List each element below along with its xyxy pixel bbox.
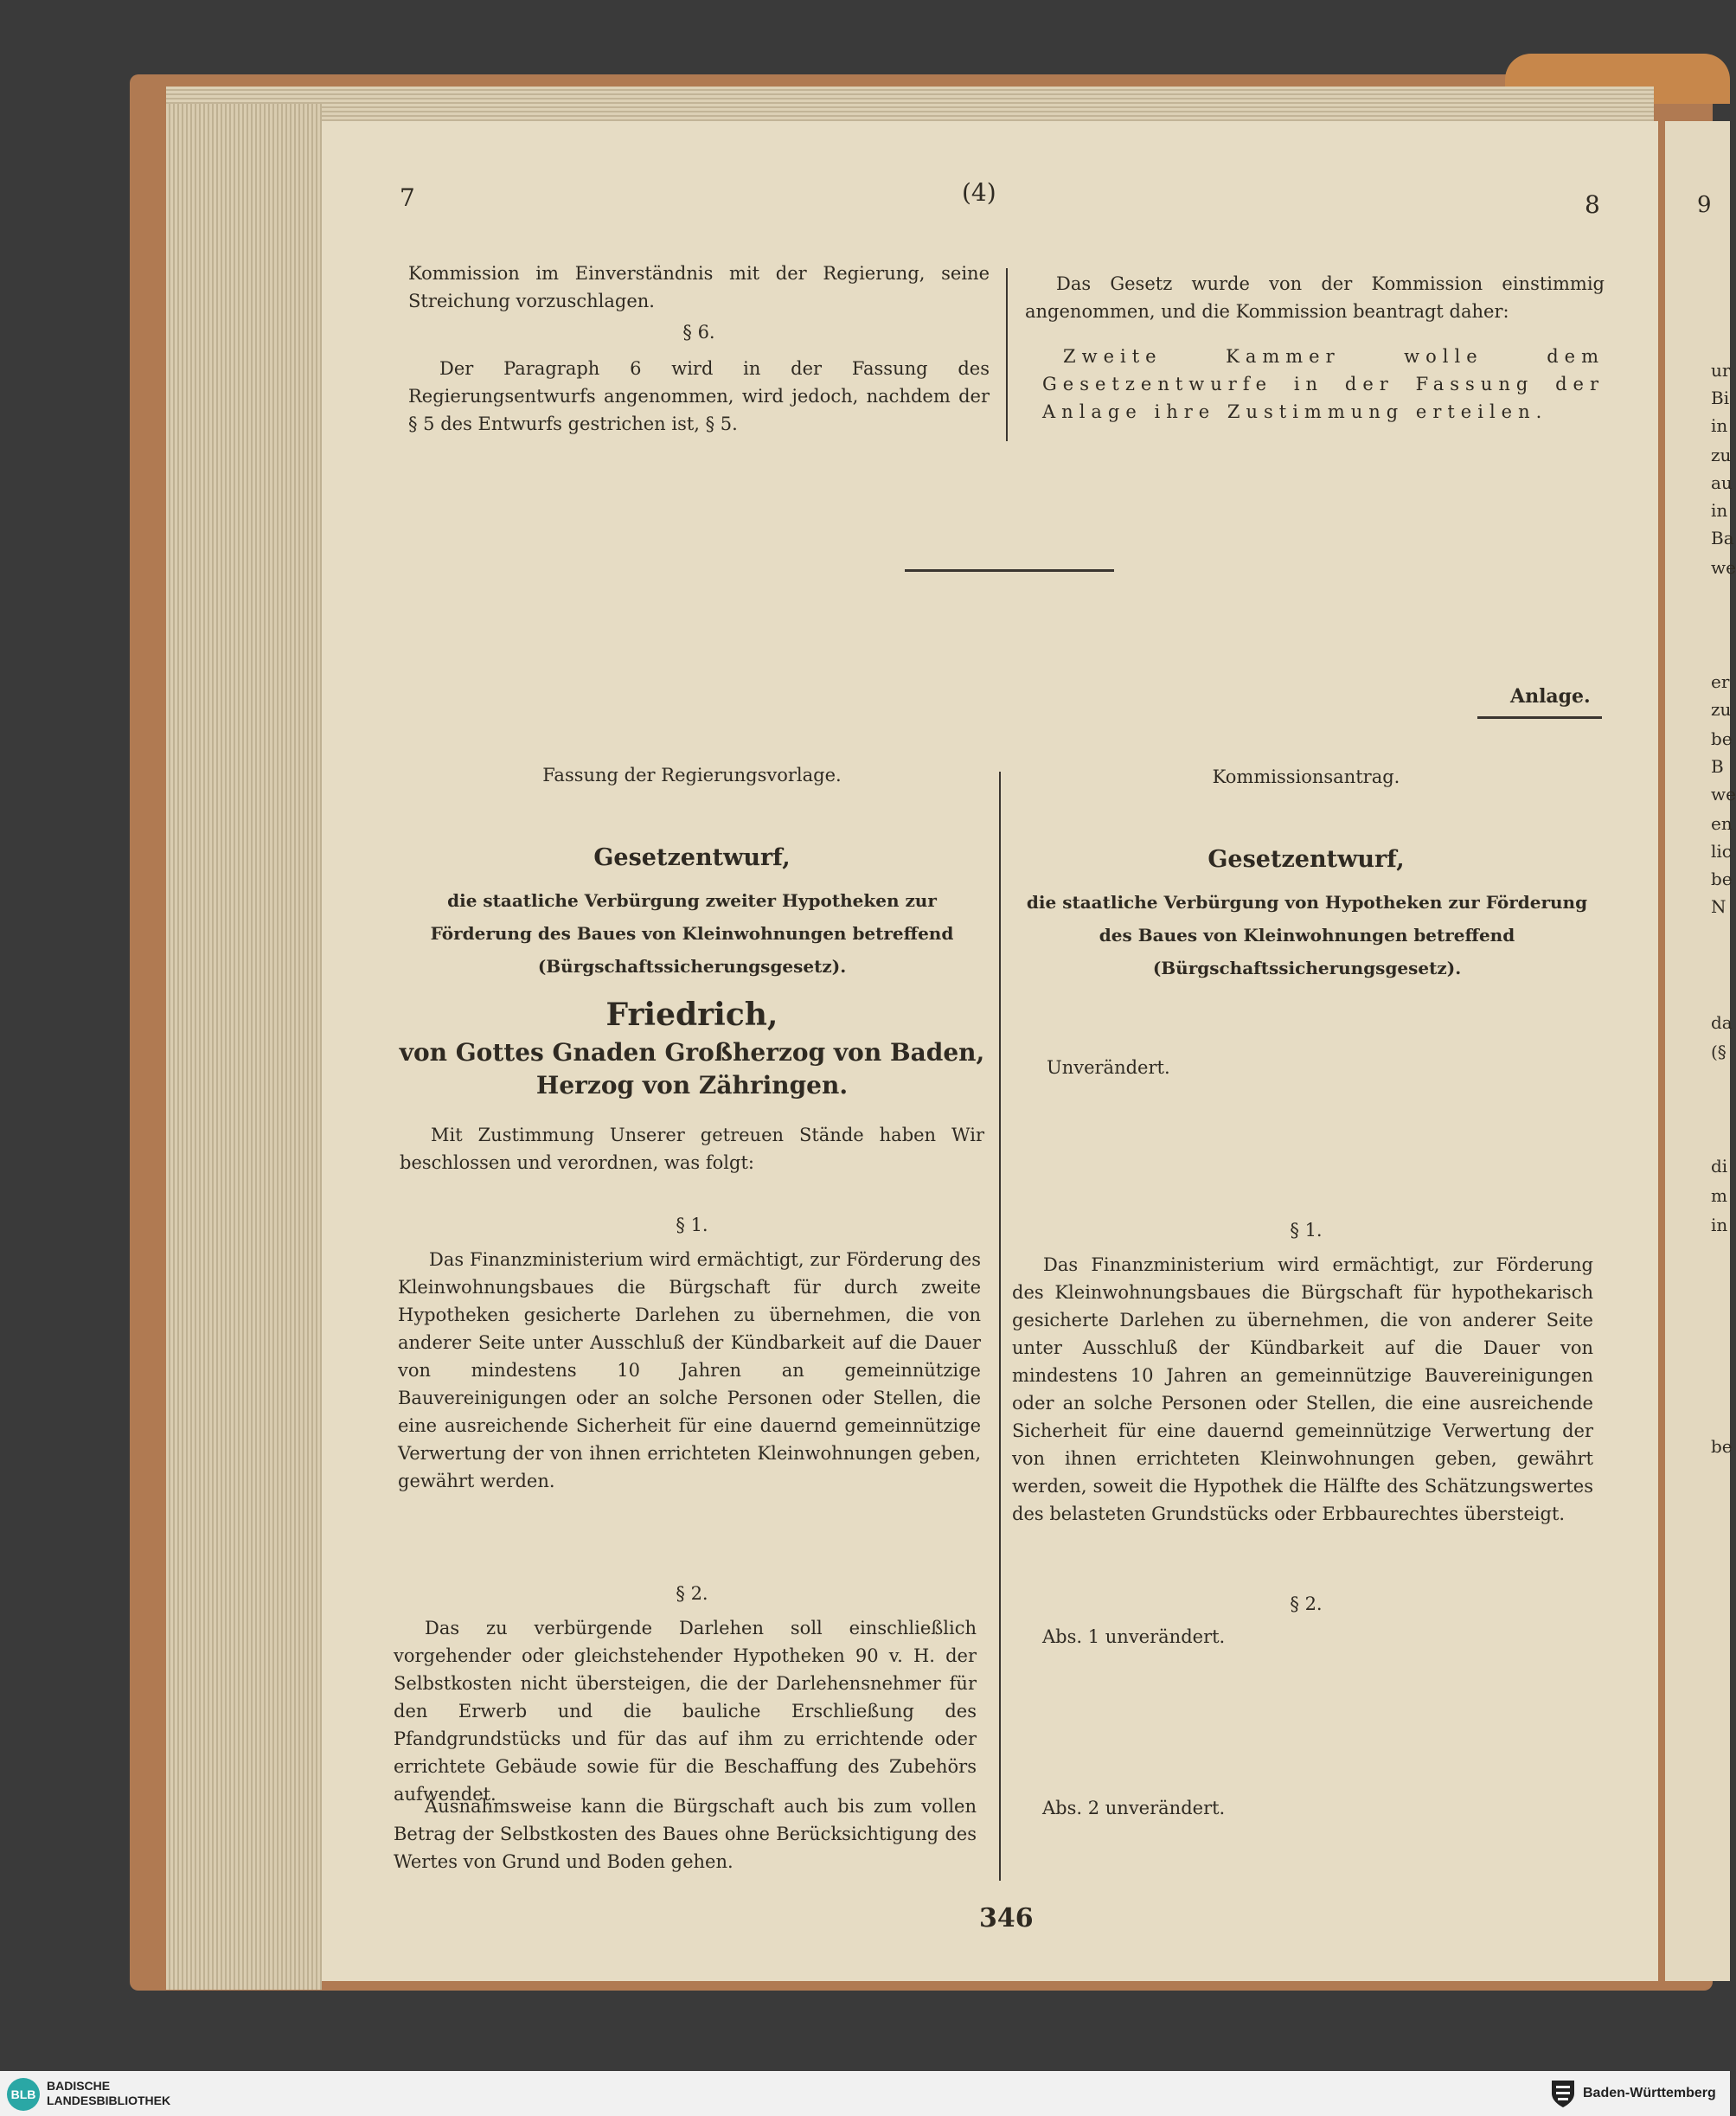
main-column-divider (999, 772, 1001, 1881)
unchanged-label: Unverändert. (1047, 1057, 1170, 1078)
next-page-fragment: en (1711, 813, 1733, 834)
bw-coat-of-arms-icon (1548, 2078, 1578, 2109)
sponsor-label[interactable]: Baden-Württemberg (1583, 2086, 1716, 2100)
ruler-title-line-2: von Gottes Gnaden Großherzog von Baden, (399, 1038, 985, 1067)
top-right-motion: Zweite Kammer wolle dem Gesetzentwurfe in der Fassung der Anlage ihre Zustimmung erteilen. (1042, 346, 1605, 422)
preamble: Mit Zustimmung Unserer getreuen Stände haben Wir beschlossen und verordnen, was folgt: (400, 1125, 984, 1173)
ruler-title-line-3: Herzog von Zähringen. (535, 1071, 849, 1100)
left-section-1-text: Das Finanzministerium wird ermächtigt, zur Förderung des Kleinwohnungsbaues die Bürgschaft für durch zweite Hypotheken gesicherte Darlehen zu übernehmen, die von anderer Seite unter Ausschluß der Kündbarkeit auf die Dauer von mindestens 10 Jahren an gemeinnützige Bauvereinigungen oder an solche Personen oder Stellen, die eine ausreichende Sicherheit für eine dauernd gemeinnützige Verwertung der von ihnen errichteten Kleinwohnungen geben, gewährt werden. (398, 1249, 981, 1491)
left-section-1-title: § 1. (676, 1215, 708, 1235)
next-page-fragment: m (1711, 1185, 1727, 1206)
left-section-2-text-2: Ausnahmsweise kann die Bürgschaft auch bis zum vollen Betrag der Selbstkosten des Baues ohne Berücksichtigung des Wertes von Grund und Boden gehen. (394, 1796, 977, 1872)
next-page-fragment: be (1711, 1436, 1733, 1457)
left-subtitle: die staatliche Verbürgung zweiter Hypotheken zur Förderung des Baues von Kleinwohnungen betreffend (Bürgschaftssicherungsgesetz). (430, 890, 954, 977)
next-page-fragment: B (1711, 756, 1724, 777)
library-name-line-1: BADISCHE (47, 2079, 111, 2093)
top-right-paragraph-1: Das Gesetz wurde von der Kommission einstimmig angenommen, und die Kommission beantragt daher: (1025, 273, 1605, 322)
abs-2-unchanged: Abs. 2 unverändert. (1042, 1798, 1226, 1818)
next-page-number: 9 (1697, 192, 1712, 218)
next-page-fragment: Bi (1711, 388, 1730, 408)
next-page-fragment: we (1711, 784, 1736, 805)
next-page-fragment: N (1711, 896, 1726, 917)
next-page-fragment: da (1711, 1012, 1733, 1033)
next-page-fragment: au (1711, 472, 1733, 493)
next-page-fragment: di (1711, 1156, 1728, 1177)
next-page-fragment: zu (1711, 699, 1732, 720)
page-number-left: 7 (400, 183, 415, 212)
right-column-heading: Kommissionsantrag. (1212, 766, 1400, 787)
library-name-line-2: LANDESBIBLIOTHEK (47, 2094, 171, 2107)
right-section-1-text: Das Finanzministerium wird ermächtigt, zur Förderung des Kleinwohnungsbaues die Bürgschaft für hypothekarisch gesicherte Darlehen zu übernehmen, die von anderer Seite unter Ausschluß der Kündbarkeit auf die Dauer von mindestens 10 Jahren an gemeinnützige Bauvereinigungen oder an solche Personen oder Stellen, die eine ausreichende Sicherheit für eine dauernd gemeinnützige Verwertung der von ihnen errichteten Kleinwohnungen geben, gewährt werden, soweit die Hypothek die Hälfte des Schätzungswertes des belasteten Grundstücks oder Erbbaurechtes übersteigt. (1012, 1254, 1593, 1524)
footer-bar (0, 2071, 1730, 2116)
blb-logo-icon[interactable]: BLB (7, 2078, 40, 2111)
page-edges-left (166, 104, 322, 1990)
left-section-2-title: § 2. (676, 1583, 708, 1604)
library-name[interactable] (47, 2079, 170, 2108)
right-title: Gesetzentwurf, (1208, 846, 1405, 873)
top-column-divider (1006, 268, 1008, 441)
page-number-right: 8 (1585, 190, 1600, 219)
page-number-bottom: 346 (979, 1903, 1034, 1933)
next-page-fragment: er (1711, 671, 1730, 692)
left-section-2-text-1: Das zu verbürgende Darlehen soll einschließlich vorgehender oder gleichstehender Hypotheken 90 v. H. der Selbstkosten nicht übersteigen, die der Darlehensnehmer für den Erwerb und die bauliche Erschließung des Pfandgrundstücks und für das auf ihm zu errichtende oder errichtete Gebäude sowie für die Beschaffung des Zubehörs aufwendet. (394, 1618, 977, 1805)
anlage-label: Anlage. (1510, 685, 1591, 708)
left-column-heading: Fassung der Regierungsvorlage. (542, 765, 842, 785)
right-section-2-title: § 2. (1290, 1593, 1323, 1614)
next-page-fragment: zu (1711, 445, 1732, 465)
next-page-fragment: we (1711, 557, 1736, 578)
right-section-1-title: § 1. (1290, 1220, 1323, 1241)
ruler-name: Friedrich, (605, 997, 778, 1033)
abs-1-unchanged: Abs. 1 unverändert. (1042, 1626, 1226, 1647)
next-page-fragment: (§ (1711, 1042, 1726, 1062)
next-page-fragment: be (1711, 869, 1733, 889)
page-edges-top (166, 87, 1654, 121)
next-page-fragment: Ba (1711, 528, 1734, 548)
next-page-fragment: ur (1711, 360, 1731, 381)
next-page-fragment: in (1711, 500, 1728, 521)
right-subtitle: die staatliche Verbürgung von Hypotheken zur Förderung des Baues von Kleinwohnungen betreffend (Bürgschaftssicherungsgesetz). (1026, 892, 1588, 978)
separator-rule (905, 569, 1114, 572)
left-title: Gesetzentwurf, (593, 844, 791, 871)
section-6-title: § 6. (682, 322, 715, 343)
next-page-fragment: in (1711, 1215, 1728, 1235)
top-left-paragraph-1: Kommission im Einverständnis mit der Regierung, seine Streichung vorzuschlagen. (408, 263, 990, 311)
top-left-paragraph-2: Der Paragraph 6 wird in der Fassung des Regierungsentwurfs angenommen, wird jedoch, nachdem der § 5 des Entwurfs gestrichen ist, § 5. (408, 358, 990, 434)
page-number-center: (4) (962, 178, 996, 207)
next-page-fragment: be (1711, 728, 1733, 749)
next-page-fragment: lic (1711, 841, 1732, 862)
next-page-fragment: in (1711, 415, 1728, 436)
anlage-underline (1477, 716, 1602, 719)
